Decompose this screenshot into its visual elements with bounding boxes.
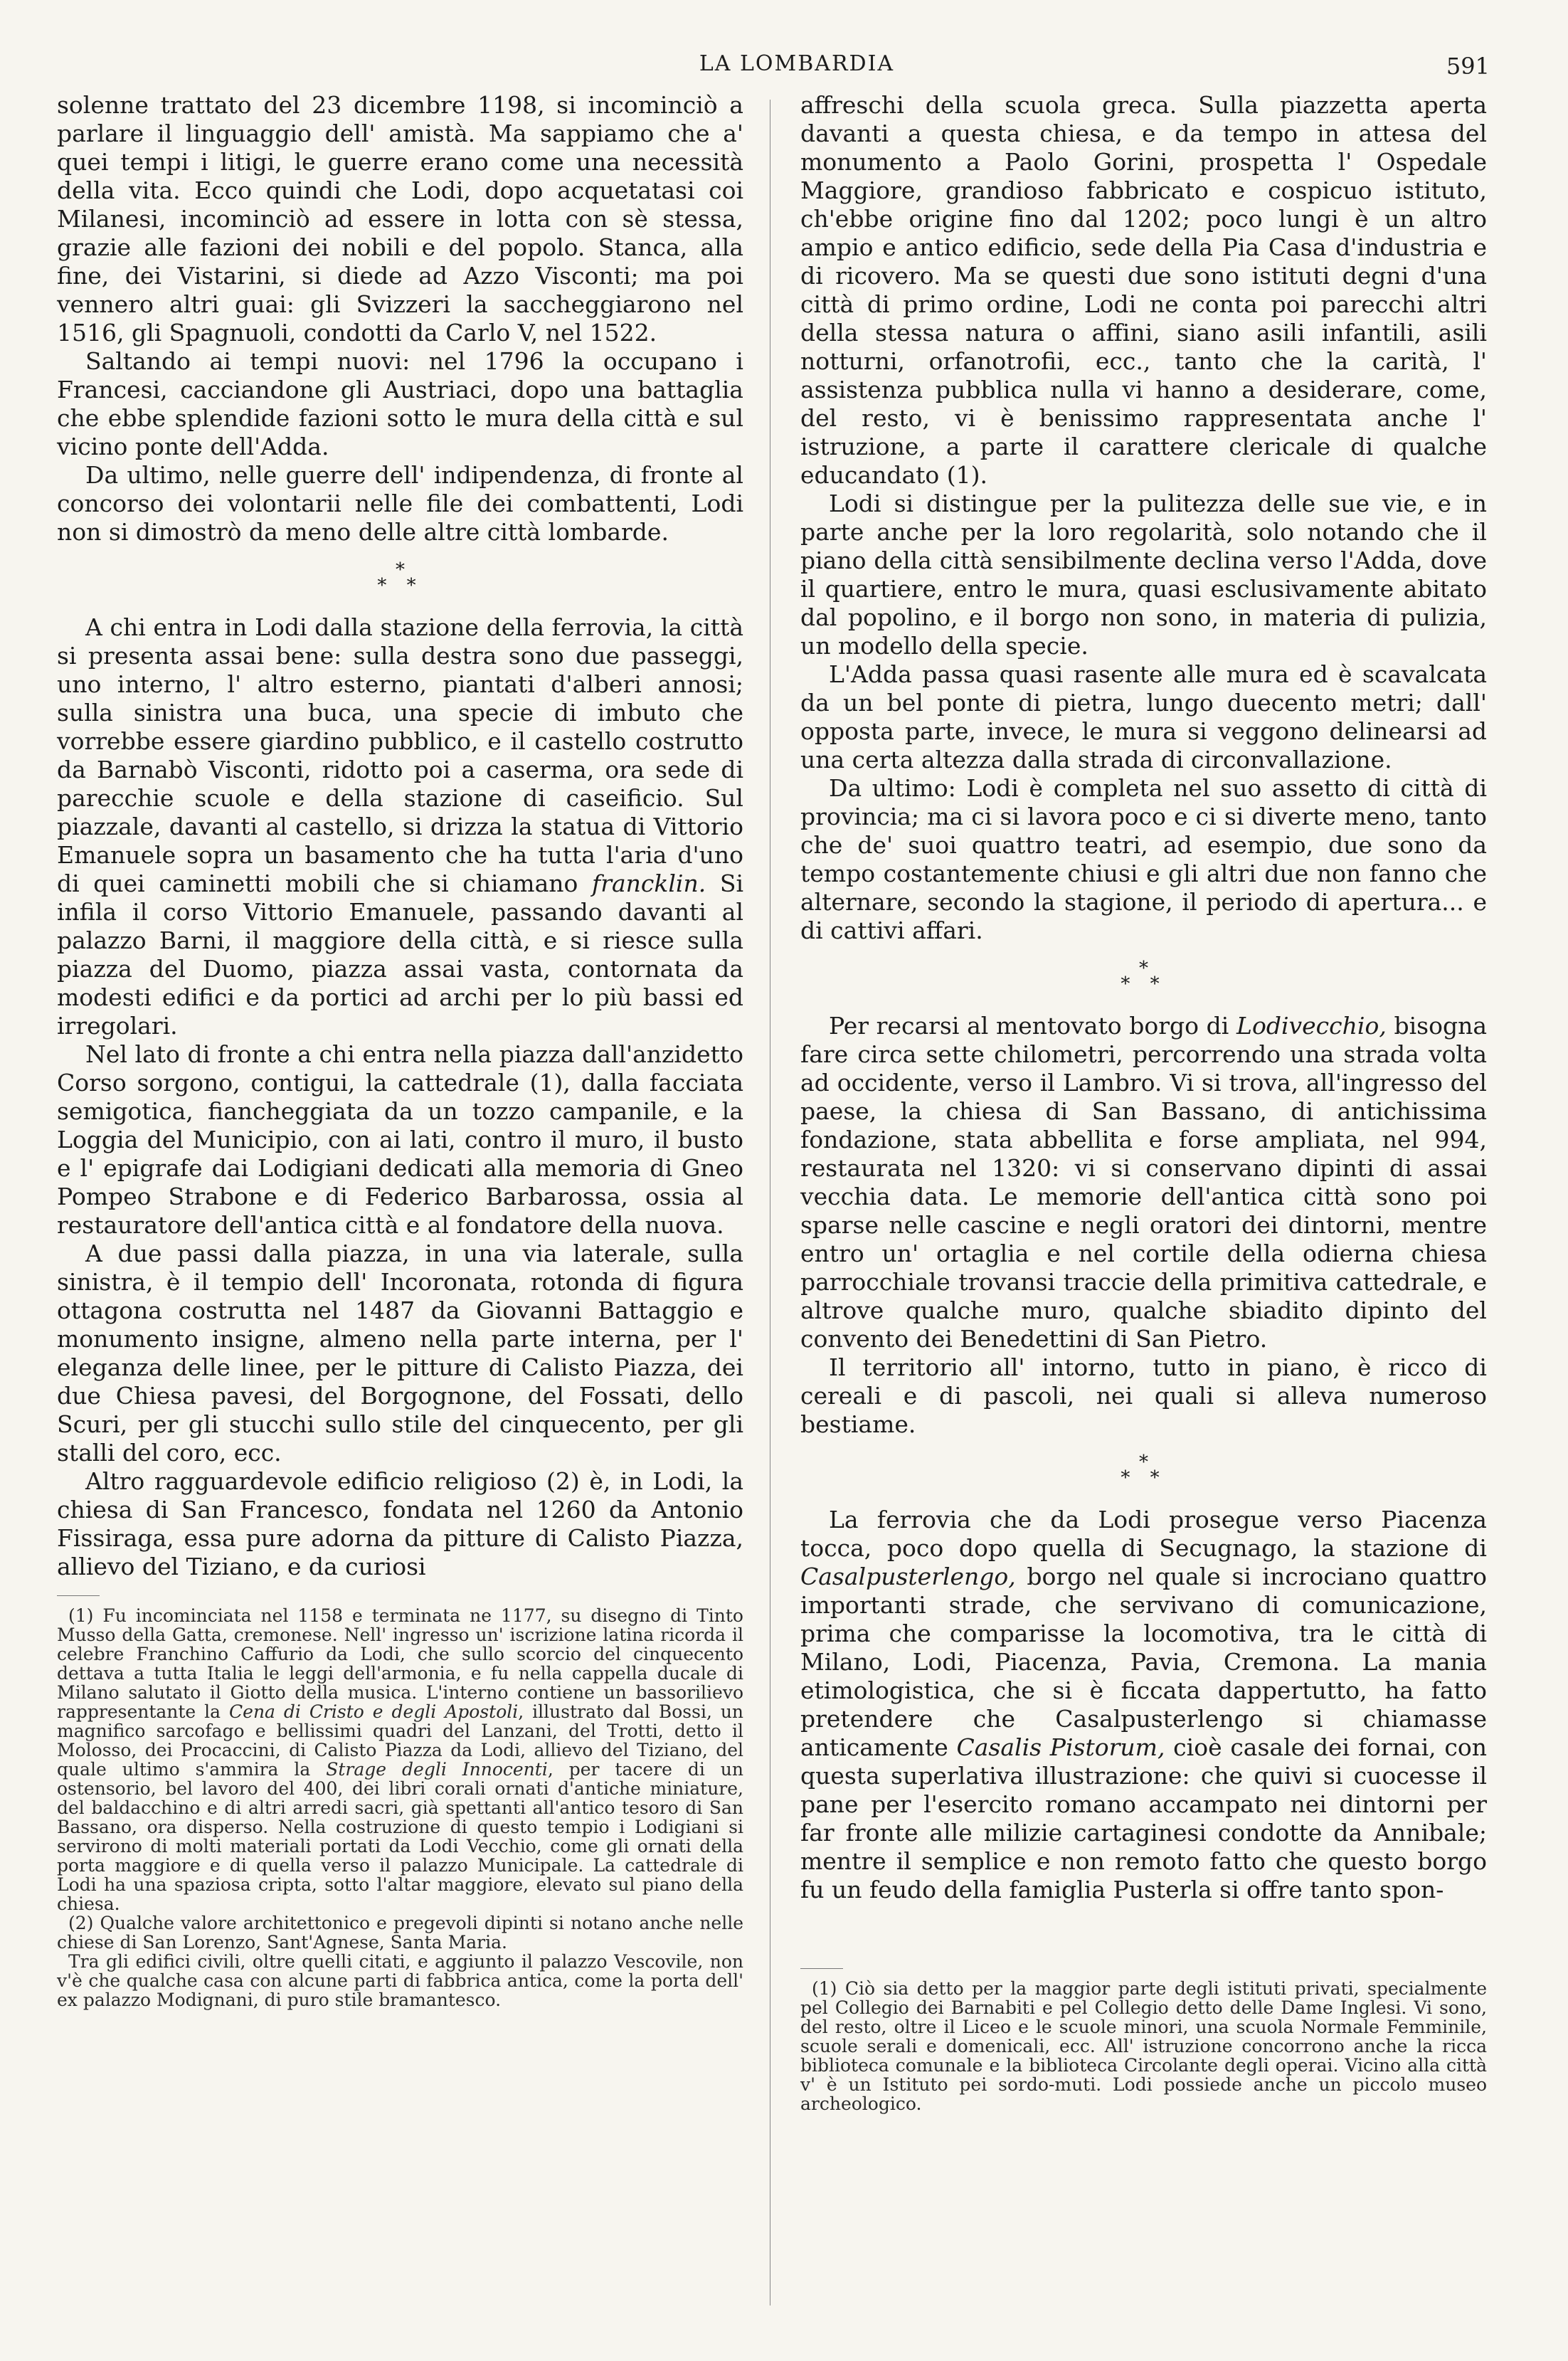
footnote-emphasis: Strage degli Innocenti	[326, 1759, 548, 1780]
section-separator	[800, 958, 1487, 995]
paragraph: affreschi della scuola greca. Sulla piazzetta aperta davanti a questa chiesa, e da tempo in attesa del monumento a Paolo Gorini, prospetta l' Ospedale Maggiore, grandioso fabbricato e cospicuo istituto, ch'ebbe origine fino dal 1202; poco lungi è un altro ampio e antico edificio, sede della Pia Casa d'industria e di ricovero. Ma se questi due sono istituti degni d'una città di primo ordine, Lodi ne conta poi parecchi altri della stessa natura o affini, siano asili infantili, asili notturni, orfanotrofii, ecc., tanto che la carità, l' assistenza pubblica nulla vi hanno a desiderare, come, del resto, vi è benissimo rappresentata anche l' istruzione, a parte il carattere clericale di qualche educandato (1).	[800, 91, 1487, 489]
paragraph-text: Per recarsi al mentovato borgo di	[829, 1012, 1229, 1040]
paragraph	[800, 1506, 1487, 1904]
paragraph	[57, 613, 743, 1040]
footnote-emphasis: Cena di Cristo e degli Apostoli	[229, 1701, 519, 1722]
emphasis-text: Casalis Pistorum,	[956, 1733, 1165, 1761]
paragraph-text: Si infila il corso Vittorio Emanuele, passando davanti al palazzo Barni, il maggiore della città, e si riesce sulla piazza del Duomo, piazza assai vasta, contornata da modesti edifici e da portici ad archi per lo più bassi ed irregolari.	[57, 870, 743, 1040]
paragraph: Altro ragguardevole edificio religioso (2) è, in Lodi, la chiesa di San Francesco, fondata nel 1260 da Antonio Fissiraga, essa pure adorna da pitture di Calisto Piazza, allievo del Tiziano, e da curiosi	[57, 1467, 743, 1580]
footnote	[57, 1606, 743, 1913]
left-column	[57, 91, 743, 2009]
paragraph-text: La ferrovia che da Lodi prosegue verso Piacenza tocca, poco dopo quella di Secugnago, la stazione di	[800, 1506, 1487, 1562]
paragraph: Saltando ai tempi nuovi: nel 1796 la occupano i Francesi, cacciandone gli Austriaci, dopo una battaglia che ebbe splendide fazioni sotto le mura della città e sul vicino ponte dell'Adda.	[57, 347, 743, 460]
paragraph: Da ultimo, nelle guerre dell' indipendenza, di fronte al concorso dei volontarii nelle file dei combattenti, Lodi non si dimostrò da meno delle altre città lombarde.	[57, 461, 743, 546]
running-head: LA LOMBARDIA	[699, 51, 895, 76]
paragraph: solenne trattato del 23 dicembre 1198, si incominciò a parlare il linguaggio dell' amistà. Ma sappiamo che a' quei tempi i litigi, le guerre erano come una necessità della vita. Ecco quindi che Lodi, dopo acquetatasi coi Milanesi, incominciò ad essere in lotta con sè stessa, grazie alle fazioni dei nobili e del popolo. Stanca, alla fine, dei Vistarini, si diede ad Azzo Visconti; ma poi vennero altri guai: gli Svizzeri la saccheggiarono nel 1516, gli Spagnuoli, condotti da Carlo V, nel 1522.	[57, 91, 743, 347]
paragraph: Nel lato di fronte a chi entra nella piazza dall'anzidetto Corso sorgono, contigui, la cattedrale (1), dalla facciata semigotica, fiancheggiata da un tozzo campanile, e la Loggia del Municipio, con ai lati, contro il muro, il busto e l' epigrafe dai Lodigiani dedicati alla memoria di Gneo Pompeo Strabone e di Federico Barbarossa, ossia al restauratore dell'antica città e al fondatore della nuova.	[57, 1040, 743, 1239]
section-separator	[800, 1452, 1487, 1489]
paragraph: Il territorio all' intorno, tutto in piano, è ricco di cereali e di pascoli, nei quali si alleva numeroso bestiame.	[800, 1353, 1487, 1438]
right-column	[800, 91, 1487, 2113]
footnote: Tra gli edifici civili, oltre quelli citati, e aggiunto il palazzo Vescovile, non v'è che qualche casa con alcune parti di fabbrica antica, come la porta dell' ex palazzo Modignani, di puro stile bramantesco.	[57, 1951, 743, 2010]
section-separator	[57, 559, 743, 596]
paragraph	[800, 1012, 1487, 1353]
separator-stars: * *	[1121, 1467, 1167, 1489]
footnote: (1) Ciò sia detto per la maggior parte degli istituti privati, specialmente pel Collegio dei Barnabiti e pel Collegio detto delle Dame Inglesi. Vi sono, del resto, oltre il Liceo e le scuole minori, una scuola Normale Femminile, scuole serali e domenicali, ecc. All' istruzione concorrono anche la ricca biblioteca comunale e la biblioteca Circolante degli operai. Vicino alla città v' è un Istituto pei sordo-muti. Lodi possiede anche un piccolo museo archeologico.	[800, 1978, 1487, 2114]
emphasis-text: Lodivecchio,	[1236, 1012, 1387, 1040]
footnote-text: , per tacere di un ostensorio, bel lavoro del 400, dei libri corali ornati d'antiche miniature, del baldacchino e di altri arredi sacri, già spettanti all'antico tesoro di San Bassano, ora disperso. Nella costruzione di questo tempio i Lodigiani si servirono di molti materiali portati da Lodi Vecchio, come gli ornati della porta maggiore e di quella verso il palazzo Municipale. La cattedrale di Lodi ha una spaziosa cripta, sotto l'altar maggiore, elevato sul piano della chiesa.	[57, 1759, 743, 1914]
emphasis-text: francklin.	[591, 870, 706, 897]
paragraph-text: borgo nel quale si incrociano quattro importanti strade, che servivano di comunicazione, prima che comparisse la locomotiva, tra le città di Milano, Lodi, Piacenza, Pavia, Cremona. La mania etimologistica, che si è ficcata dappertutto, ha fatto pretendere che Casalpusterlengo si chiamasse anticamente	[800, 1563, 1487, 1761]
footnote-text: (1) Fu incominciata nel 1158 e terminata ne 1177, su disegno di Tinto Musso della Gatta, cremonese. Nell' ingresso un' iscrizione latina ricorda il celebre Franchino Caffurio da Lodi, che sullo scorcio del cinquecento dettava a tutta Italia le leggi dell'armonia, e fu nella cappella ducale di Milano salutato il Giotto della musica. L'interno contiene un bassorilievo rappresentante la	[57, 1605, 743, 1722]
paragraph: Lodi si distingue per la pulitezza delle sue vie, e in parte anche per la loro regolarità, solo notando che il piano della città sensibilmente declina verso l'Adda, dove il quartiere, entro le mura, quasi esclusivamente abitato dal popolino, e il borgo non sono, in materia di pulizia, un modello della specie.	[800, 490, 1487, 660]
page-number: 591	[1446, 53, 1490, 80]
separator-star: *	[396, 559, 405, 581]
footnote-rule	[57, 1595, 100, 1596]
separator-star: *	[1139, 958, 1148, 979]
footnote: (2) Qualche valore architettonico e pregevoli dipinti si notano anche nelle chiese di San Lorenzo, Sant'Agnese, Santa Maria.	[57, 1913, 743, 1953]
paragraph: Da ultimo: Lodi è completa nel suo assetto di città di provincia; ma ci si lavora poco e ci si diverte meno, tanto che de' suoi quattro teatri, ad esempio, due sono da tempo costantemente chiusi e gli altri due non fanno che alternare, secondo la stagione, il periodo di apertura... e di cattivi affari.	[800, 774, 1487, 944]
footnote-text: , illustrato dal Bossi, un magnifico sarcofago e bellissimi quadri del Lanzani, del Trotti, detto il Molosso, dei Procaccini, di Calisto Piazza da Lodi, allievo del Tiziano, del quale ultimo s'ammira la	[57, 1701, 744, 1780]
paragraph-text: cioè casale dei fornai, con questa superlativa illustrazione: che quivi si cuocesse il pane per l'esercito romano accampato nei dintorni per far fronte alle milizie cartaginesi condotte da Annibale; mentre il semplice e non remoto fatto che questo borgo fu un feudo della famiglia Pusterla si offre tanto spon-	[800, 1733, 1487, 1903]
separator-stars: * *	[1121, 973, 1167, 995]
paragraph-text: bisogna fare circa sette chilometri, percorrendo una strada volta ad occidente, verso il Lambro. Vi si trova, all'ingresso del paese, la chiesa di San Bassano, di antichissima fondazione, stata abbellita e forse ampliata, nel 994, restaurata nel 1320: vi si conservano dipinti di assai vecchia data. Le memorie dell'antica città sono poi sparse nelle cascine e negli oratori dei dintorni, mentre entro un' ortaglia e nel cortile della odierna chiesa parrocchiale trovansi traccie della primitiva cattedrale, e altrove qualche muro, qualche sbiadito dipinto del convento dei Benedettini di San Pietro.	[800, 1012, 1488, 1353]
emphasis-text: Casalpusterlengo,	[800, 1563, 1016, 1590]
paragraph-text: A chi entra in Lodi dalla stazione della ferrovia, la città si presenta assai bene: sulla destra sono due passeggi, uno interno, l' altro esterno, piantati d'alberi annosi; sulla sinistra una buca, una specie di imbuto che vorrebbe essere giardino pubblico, e il castello costrutto da Barnabò Visconti, ridotto poi a caserma, ora sede di parecchie scuole e della stazione di caseificio. Sul piazzale, davanti al castello, si drizza la statua di Vittorio Emanuele sopra un basamento che ha tutta l'aria d'uno di quei caminetti mobili che si chiamano	[57, 613, 743, 897]
paragraph: L'Adda passa quasi rasente alle mura ed è scavalcata da un bel ponte di pietra, lungo duecento metri; dall' opposta parte, invece, le mura si veggono delinearsi ad una certa altezza dalla strada di circonvallazione.	[800, 660, 1487, 773]
separator-stars: * *	[377, 575, 423, 596]
footnote-rule	[800, 1968, 843, 1969]
separator-star: *	[1139, 1452, 1148, 1473]
page-header	[0, 51, 1568, 87]
paragraph: A due passi dalla piazza, in una via laterale, sulla sinistra, è il tempio dell' Incoronata, rotonda di figura ottagona costrutta nel 1487 da Giovanni Battaggio e monumento insigne, almeno nella parte interna, per l' eleganza delle linee, per le pitture di Calisto Piazza, dei due Chiesa pavesi, del Borgognone, del Fossati, dello Scuri, per gli stucchi sullo stile del cinquecento, per gli stalli del coro, ecc.	[57, 1240, 743, 1467]
